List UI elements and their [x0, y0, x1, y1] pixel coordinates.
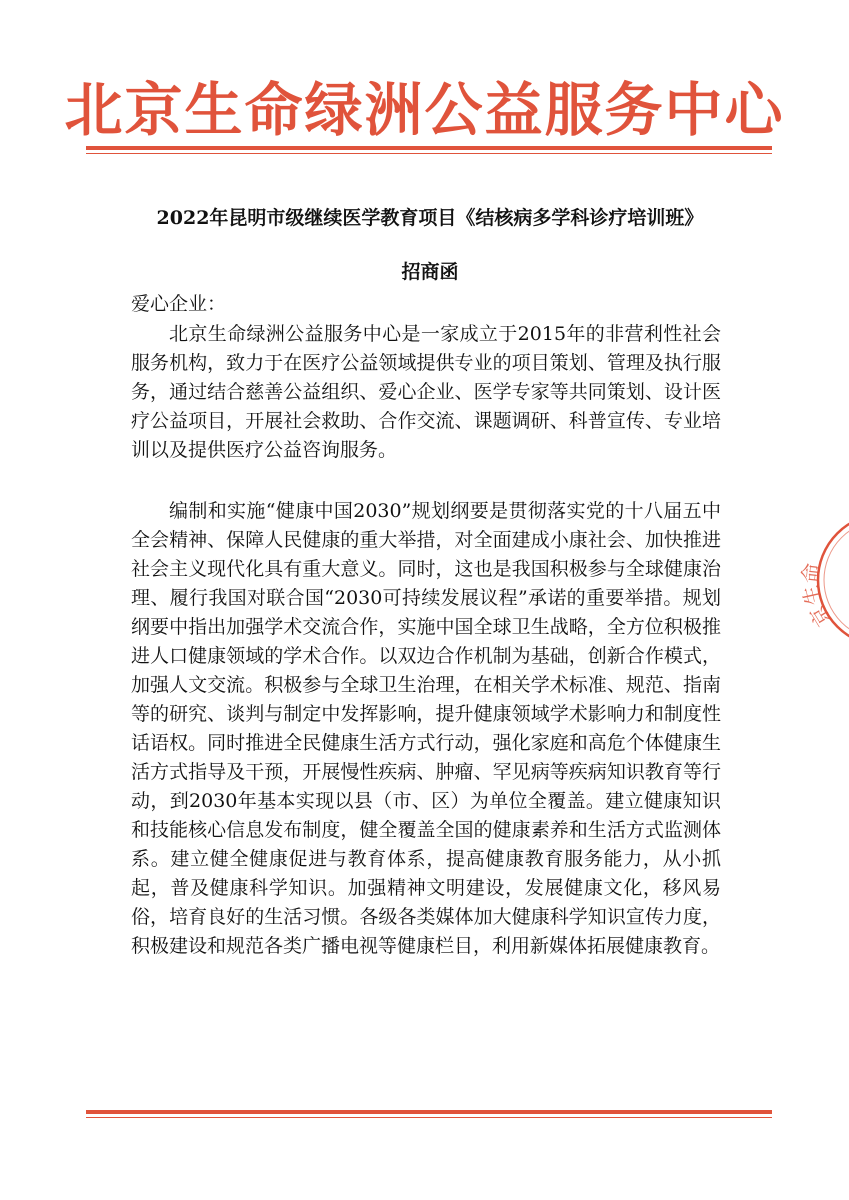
salutation: 爱心企业： — [131, 293, 227, 315]
letterhead-org-name: 北京生命绿洲公益服务中心 — [64, 76, 785, 144]
svg-text:京生命: 京生命 — [797, 561, 836, 631]
body-paragraph-2: 编制和实施“健康中国2030”规划纲要是贯彻落实党的十八届五中全会精神、保障人民健康的重大举措，对全面建成小康社会、加快推进社会主义现代化具有重大意义。同时，这也是我国积极参与全球健康治理、履行我国对联合国“2030可持续发展议程”承诺的重要举措。规划纲要中指出加强学术交流合作，实施中国全球卫生战略，全方位积极推进人口健康领域的学术合作。以双边合作机制为基础，创新合作模式，加强人文交流。积极参与全球卫生治理，在相关学术标准、规范、指南等的研究、谈判与制定中发挥影响，提升健康领域学术影响力和制度性话语权。同时推进全民健康生活方式行动，强化家庭和高危个体健康生活方式指导及干预，开展慢性疾病、肿瘤、罕见病等疾病知识教育等行动，到2030年基本实现以县（市、区）为单位全覆盖。建立健康知识和技能核心信息发布制度，健全覆盖全国的健康素养和生活方式监测体系。建立健全健康促进与教育体系，提高健康教育服务能力，从小抓起，普及健康科学知识。加强精神文明建设，发展健康文化，移风易俗，培育良好的生活习惯。各级各类媒体加大健康科学知识宣传力度，积极建设和规范各类广播电视等健康栏目，利用新媒体拓展健康教育。 — [131, 500, 721, 957]
document-title: 2022年昆明市级继续医学教育项目《结核病多学科诊疗培训班》 — [156, 207, 704, 229]
letterhead-rule-thin — [86, 153, 772, 154]
organization-seal — [797, 510, 849, 650]
letterhead-rule-thick — [86, 146, 772, 150]
body-paragraph-1: 北京生命绿洲公益服务中心是一家成立于2015年的非营利性社会服务机构，致力于在医疗公益领域提供专业的项目策划、管理及执行服务，通过结合慈善公益组织、爱心企业、医学专家等共同策划、设计医疗公益项目，开展社会救助、合作交流、课题调研、科普宣传、专业培训以及提供医疗公益咨询服务。 — [131, 323, 721, 461]
document-subtitle: 招商函 — [401, 261, 459, 283]
document-body — [131, 320, 721, 961]
footer-rule-thick — [86, 1110, 772, 1114]
footer-rule-thin — [86, 1117, 772, 1118]
